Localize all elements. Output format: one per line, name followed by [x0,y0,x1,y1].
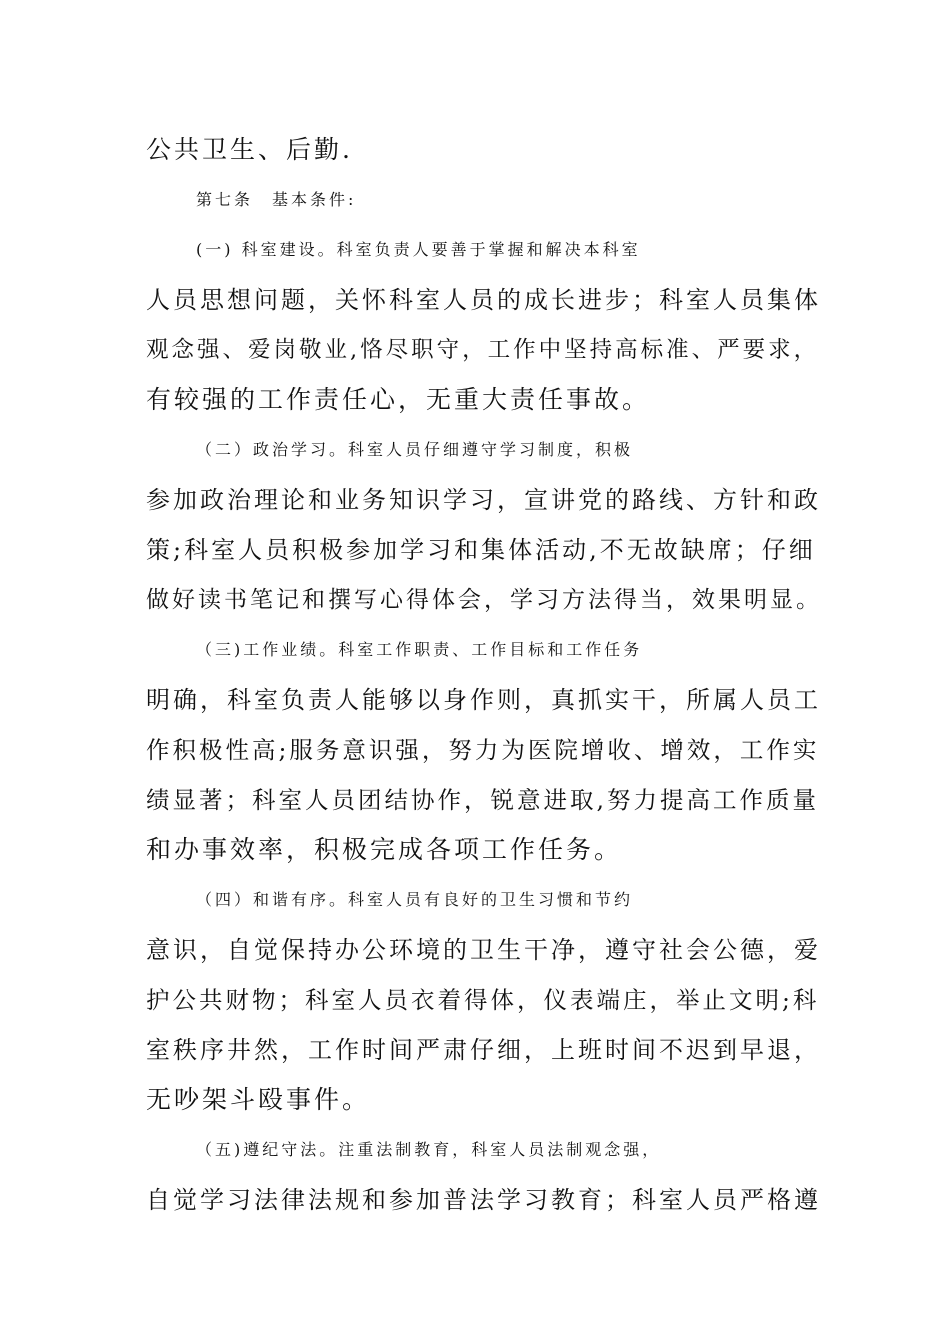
text-line: 护公共财物；科室人员衣着得体，仪表端庄，举止文明;科 [146,986,820,1014]
text-line: 有较强的工作责任心，无重大责任事故。 [146,385,651,414]
text-line: 做好读书笔记和撰写心得体会，学习方法得当，效果明显。 [146,587,822,613]
text-line: 观念强、爱岗敬业,恪尽职守，工作中坚持高标准、严要求， [146,337,820,363]
text-line: 室秩序井然，工作时间严肃仔细，上班时间不迟到早退， [146,1036,821,1064]
text-line: 参加政治理论和业务知识学习，宣讲党的路线、方针和政 [146,486,821,514]
text-line: 绩显著；科室人员团结协作，锐意进取,努力提高工作质量 [146,786,819,814]
text-line: 自觉学习法律法规和参加普法学习教育；科室人员严格遵 [146,1186,821,1214]
text-line: 作积极性高;服务意识强，努力为医院增收、增效，工作实 [146,736,820,764]
text-line: 策;科室人员积极参加学习和集体活动,不无故缺席；仔细 [146,536,816,564]
text-line: 明确，科室负责人能够以身作则，真抓实干，所属人员工 [146,686,821,714]
text-line: 无吵架斗殴事件。 [146,1085,371,1114]
text-line: （五)遵纪守法。注重法制教育，科室人员法制观念强， [196,1140,662,1159]
article-heading: 第七条 基本条件: [196,190,357,209]
text-line: 和办事效率，积极完成各项工作任务。 [146,835,623,864]
text-line: （三)工作业绩。科室工作职责、工作目标和工作任务 [196,640,643,659]
text-line: （二）政治学习。科室人员仔细遵守学习制度，积极 [196,440,634,459]
text-line: （四）和谐有序。科室人员有良好的卫生习惯和节约 [196,890,634,909]
text-line: 人员思想问题，关怀科室人员的成长进步；科室人员集体 [146,286,821,314]
text-line: (一) 科室建设。科室负责人要善于掌握和解决本科室 [196,240,641,259]
text-line: 公共卫生、后勤. [146,135,353,164]
text-line: 意识，自觉保持办公环境的卫生干净，遵守社会公德，爱 [146,936,821,964]
